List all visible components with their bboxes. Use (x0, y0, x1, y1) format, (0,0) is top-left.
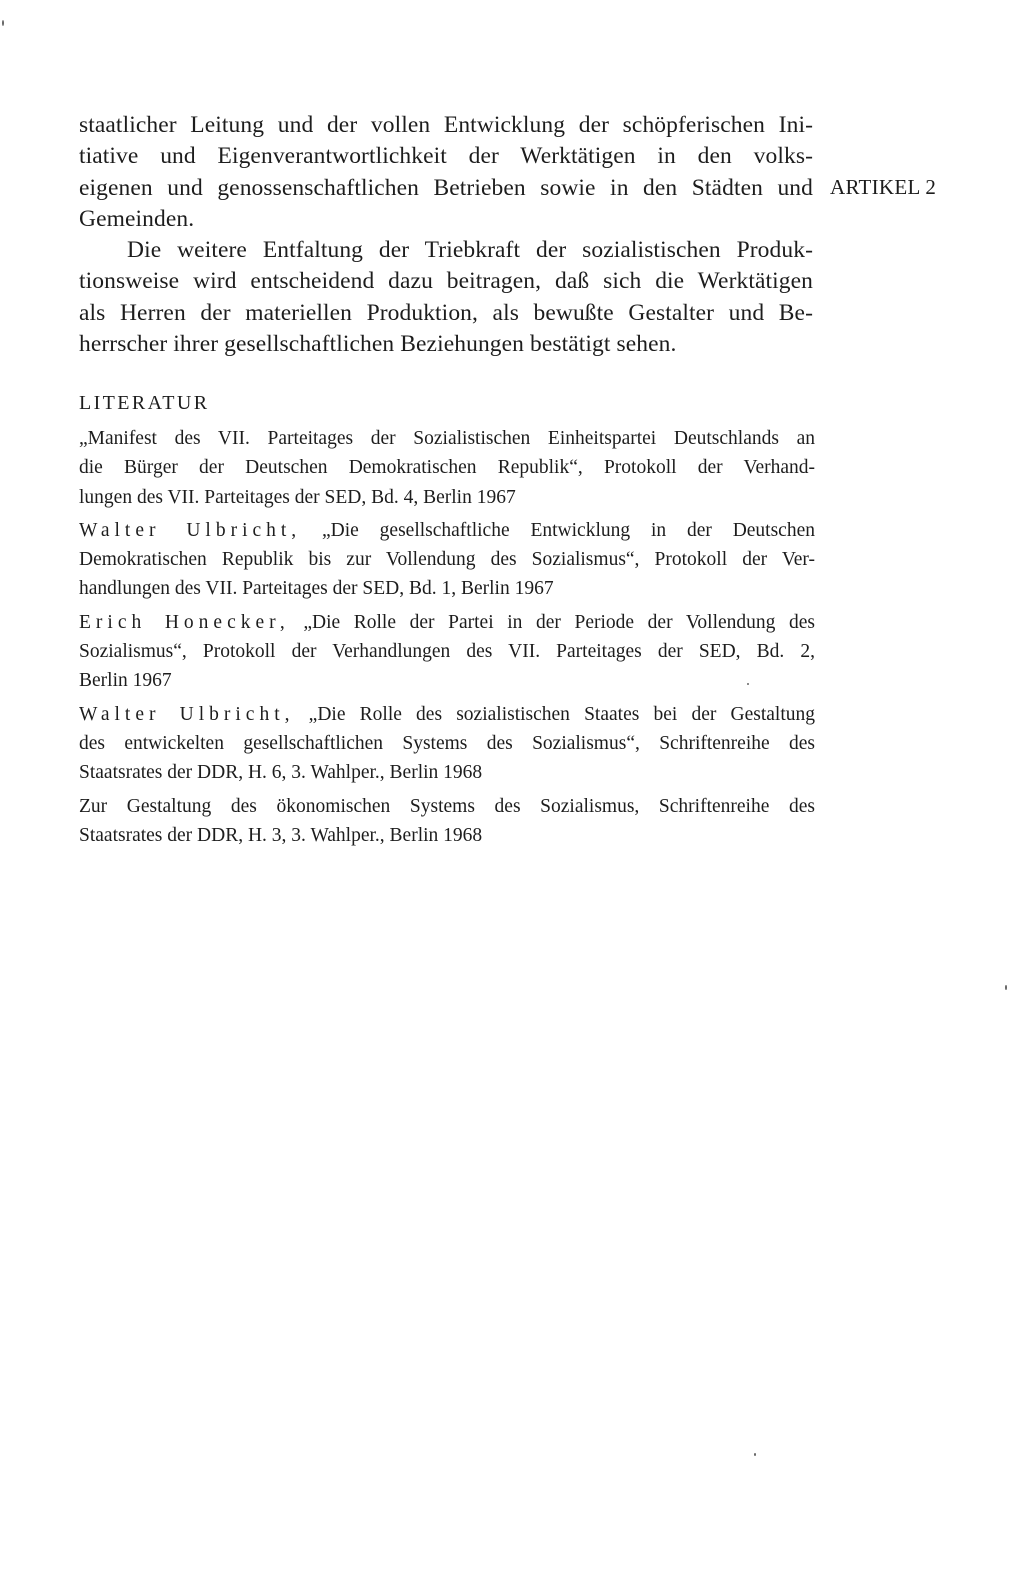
entry-first-line (79, 700, 815, 729)
entry-first-line (79, 608, 815, 637)
entry-line: die Bürger der Deutschen Demokratischen Republik“, Protokoll der Verhand- (79, 457, 815, 479)
entry-title-start: „Die Rolle des sozialistischen Staates bei der Gestaltung (294, 703, 816, 725)
entry-line: lungen des VII. Parteitages der SED, Bd. 4, Berlin 1967 (79, 486, 516, 508)
entry-line: Demokratischen Republik bis zur Vollendung des Sozialismus“, Protokoll der Ver- (79, 549, 815, 571)
entry-author: Walter Ulbricht, (79, 703, 295, 725)
entry-line: des entwickelten gesellschaftlichen Systems des Sozialismus“, Schriftenreihe des (79, 732, 815, 754)
entry-line: Staatsrates der DDR, H. 6, 3. Wahlper., Berlin 1968 (79, 762, 483, 784)
body-line: herrscher ihrer gesellschaftlichen Beziehungen bestätigt sehen. (79, 331, 677, 358)
entry-title-start: „Die Rolle der Partei in der Periode der Vollendung des (289, 611, 815, 633)
literature-entry (79, 608, 815, 696)
entry-line: Berlin 1967 (79, 670, 172, 692)
entry-line: Staatsrates der DDR, H. 3, 3. Wahlper., Berlin 1968 (79, 824, 483, 846)
body-line: Gemeinden. (79, 205, 195, 232)
literature-entry (79, 700, 815, 788)
entry-title-start: „Die gesellschaftliche Entwicklung in der Deutschen (301, 519, 815, 541)
scan-speck (754, 1453, 756, 1456)
literature-list (79, 424, 815, 854)
entry-line: Sozialismus“, Protokoll der Verhandlungen des VII. Parteitages der SED, Bd. 2, (79, 641, 815, 663)
scan-speck (747, 683, 749, 685)
literature-entry (79, 516, 815, 604)
scan-speck (2, 20, 4, 26)
margin-note-article: ARTIKEL 2 (830, 175, 937, 199)
body-line: eigenen und genossenschaftlichen Betrieben sowie in den Städten und (79, 174, 813, 201)
entry-line: „Manifest des VII. Parteitages der Sozialistischen Einheitspartei Deutschlands an (79, 428, 815, 449)
body-line: Die weitere Entfaltung der Triebkraft der sozialistischen Produk- (127, 237, 813, 264)
literature-heading: LITERATUR (79, 392, 210, 414)
literature-entry (79, 792, 815, 851)
literature-entry (79, 424, 815, 512)
body-line: als Herren der materiellen Produktion, als bewußte Gestalter und Be- (79, 299, 813, 326)
entry-line: Zur Gestaltung des ökonomischen Systems des Sozialismus, Schriftenreihe des (79, 795, 815, 817)
body-line: staatlicher Leitung und der vollen Entwicklung der schöpferischen Ini- (79, 112, 813, 138)
body-line: tionsweise wird entscheidend dazu beitragen, daß sich die Werktätigen (79, 268, 813, 295)
entry-author: Erich Honecker, (79, 611, 290, 633)
entry-author: Walter Ulbricht, (79, 519, 302, 541)
body-line: tiative und Eigenverantwortlichkeit der Werktätigen in den volks- (79, 143, 813, 170)
entry-first-line (79, 516, 815, 545)
entry-line: handlungen des VII. Parteitages der SED, Bd. 1, Berlin 1967 (79, 578, 554, 600)
body-text (79, 110, 813, 360)
scan-speck (1005, 985, 1007, 990)
